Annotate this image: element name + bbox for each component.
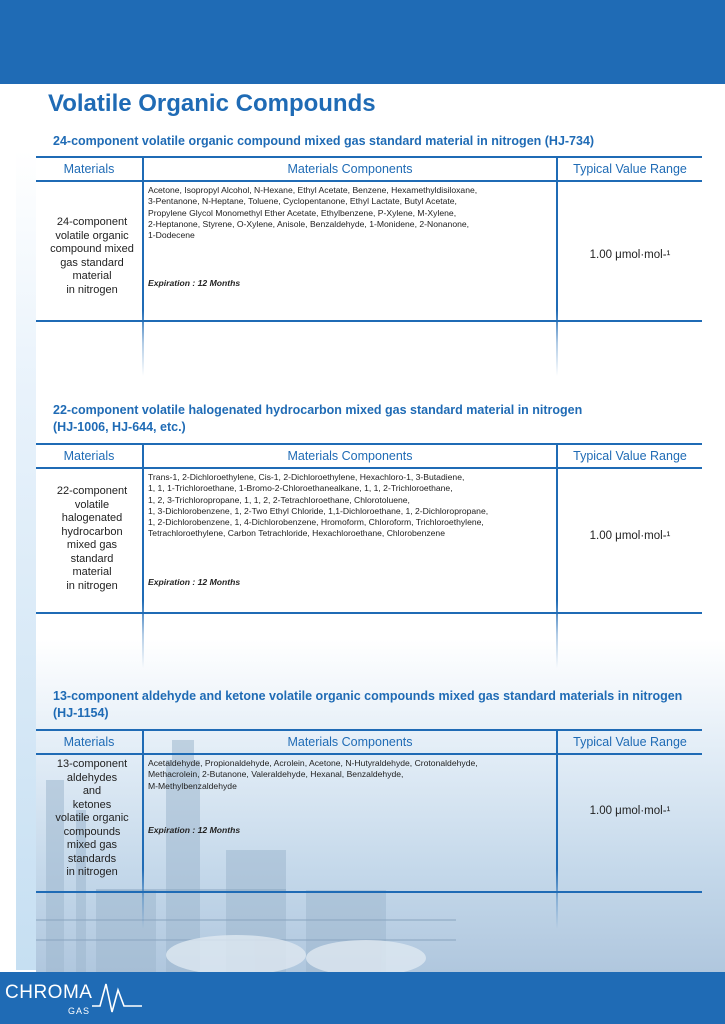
table-rule-header [36,180,702,182]
table-rule-bottom [36,320,702,322]
section-3-title: 13-component aldehyde and ketone volatile organic compounds mixed gas standard materials in nitrogen (HJ-1154) [53,689,683,720]
components-list: Trans-1, 2-Dichloroethylene, Cis-1, 2-Dichloroethylene, Hexachloro-1, 3-Butadiene, 1, 1, 1-Trichloroethane, 1-Bromo-2-Chloroethanealkane, 1, 1, 2-Trichloroethane, 1, 2, 3-Trichloropropane, 1, 1, 2, 2-Tetrachloroethane, Chlorotoluene, 1, 3-Dichlorobenzene, 1, 2-Two Ethyl Chloride, 1,1-Dichloroethane, 1, 2-Dichloropropane, 1, 2-Dichlorobenzene, 1, 4-Dichlorobenzene, Hromoform, Chloroform, Trichloroethylene, Tetrachloroethylene, Carbon Tetrachloride, Hexachloroethane, Chlorobenzene [148,472,489,539]
pulse-wave-icon [92,976,142,1016]
column-divider [142,729,144,929]
left-decorative-stripe [16,150,36,970]
typical-value: 1.00 μmol·mol-¹ [589,530,671,542]
table-rule-bottom [36,612,702,614]
table-rule-top [36,729,702,731]
column-divider [142,156,144,376]
material-name: 22-component volatile halogenated hydrocarbon mixed gas standard material in nitrogen [56,485,128,592]
header-materials: Materials [63,162,115,176]
header-components: Materials Components [287,449,413,463]
top-banner [0,0,725,84]
header-value-range: Typical Value Range [573,449,687,463]
header-materials: Materials [63,735,115,749]
components-list: Acetone, Isopropyl Alcohol, N-Hexane, Ethyl Acetate, Benzene, Hexamethyldisiloxane, 3-Pentanone, N-Heptane, Toluene, Cyclopentanone, Ethyl Lactate, Butyl Acetate, Propylene Glycol Monomethyl Ether Acetate, Ethylbenzene, P-Xylene, M-Xylene, 2-Heptanone, Styrene, O-Xylene, Anisole, Benzaldehyde, 1-Monidene, 2-Nonanone, 1-Dodecene [148,185,478,241]
header-components: Materials Components [287,735,413,749]
header-components: Materials Components [287,162,413,176]
section-1-title: 24-component volatile organic compound mixed gas standard material in nitrogen (HJ-734) [53,134,595,148]
column-divider [142,443,144,668]
expiration-note: Expiration : 12 Months [148,577,241,587]
header-materials: Materials [63,449,115,463]
table-rule-top [36,156,702,158]
section-2-title: 22-component volatile halogenated hydrocarbon mixed gas standard material in nitrogen (HJ-1006, HJ-644, etc.) [53,403,583,434]
components-list: Acetaldehyde, Propionaldehyde, Acrolein, Acetone, N-Hutyraldehyde, Crotonaldehyde, Methacrolein, 2-Butanone, Valeraldehyde, Hexanal, Benzaldehyde, M-Methylbenzaldehyde [148,758,478,791]
logo-subtext: GAS [68,1006,91,1016]
header-value-range: Typical Value Range [573,162,687,176]
table-rule-header [36,467,702,469]
expiration-note: Expiration : 12 Months [148,278,241,288]
header-value-range: Typical Value Range [573,735,687,749]
table-rule-top [36,443,702,445]
logo-wordmark: CHROMA [5,982,93,1003]
expiration-note: Expiration : 12 Months [148,825,241,835]
material-name: 24-component volatile organic compound mixed gas standard material in nitrogen [50,216,134,296]
typical-value: 1.00 μmol·mol-¹ [589,805,671,817]
table-rule-bottom [36,891,702,893]
typical-value: 1.00 μmol·mol-¹ [589,249,671,261]
column-divider [556,156,558,376]
material-name: 13-component aldehydes and ketones volatile organic compounds mixed gas standards in nitrogen [55,758,129,878]
page-title: Volatile Organic Compounds [48,90,376,117]
column-divider [556,443,558,668]
footer-bar [0,972,725,1024]
table-rule-header [36,753,702,755]
column-divider [556,729,558,929]
